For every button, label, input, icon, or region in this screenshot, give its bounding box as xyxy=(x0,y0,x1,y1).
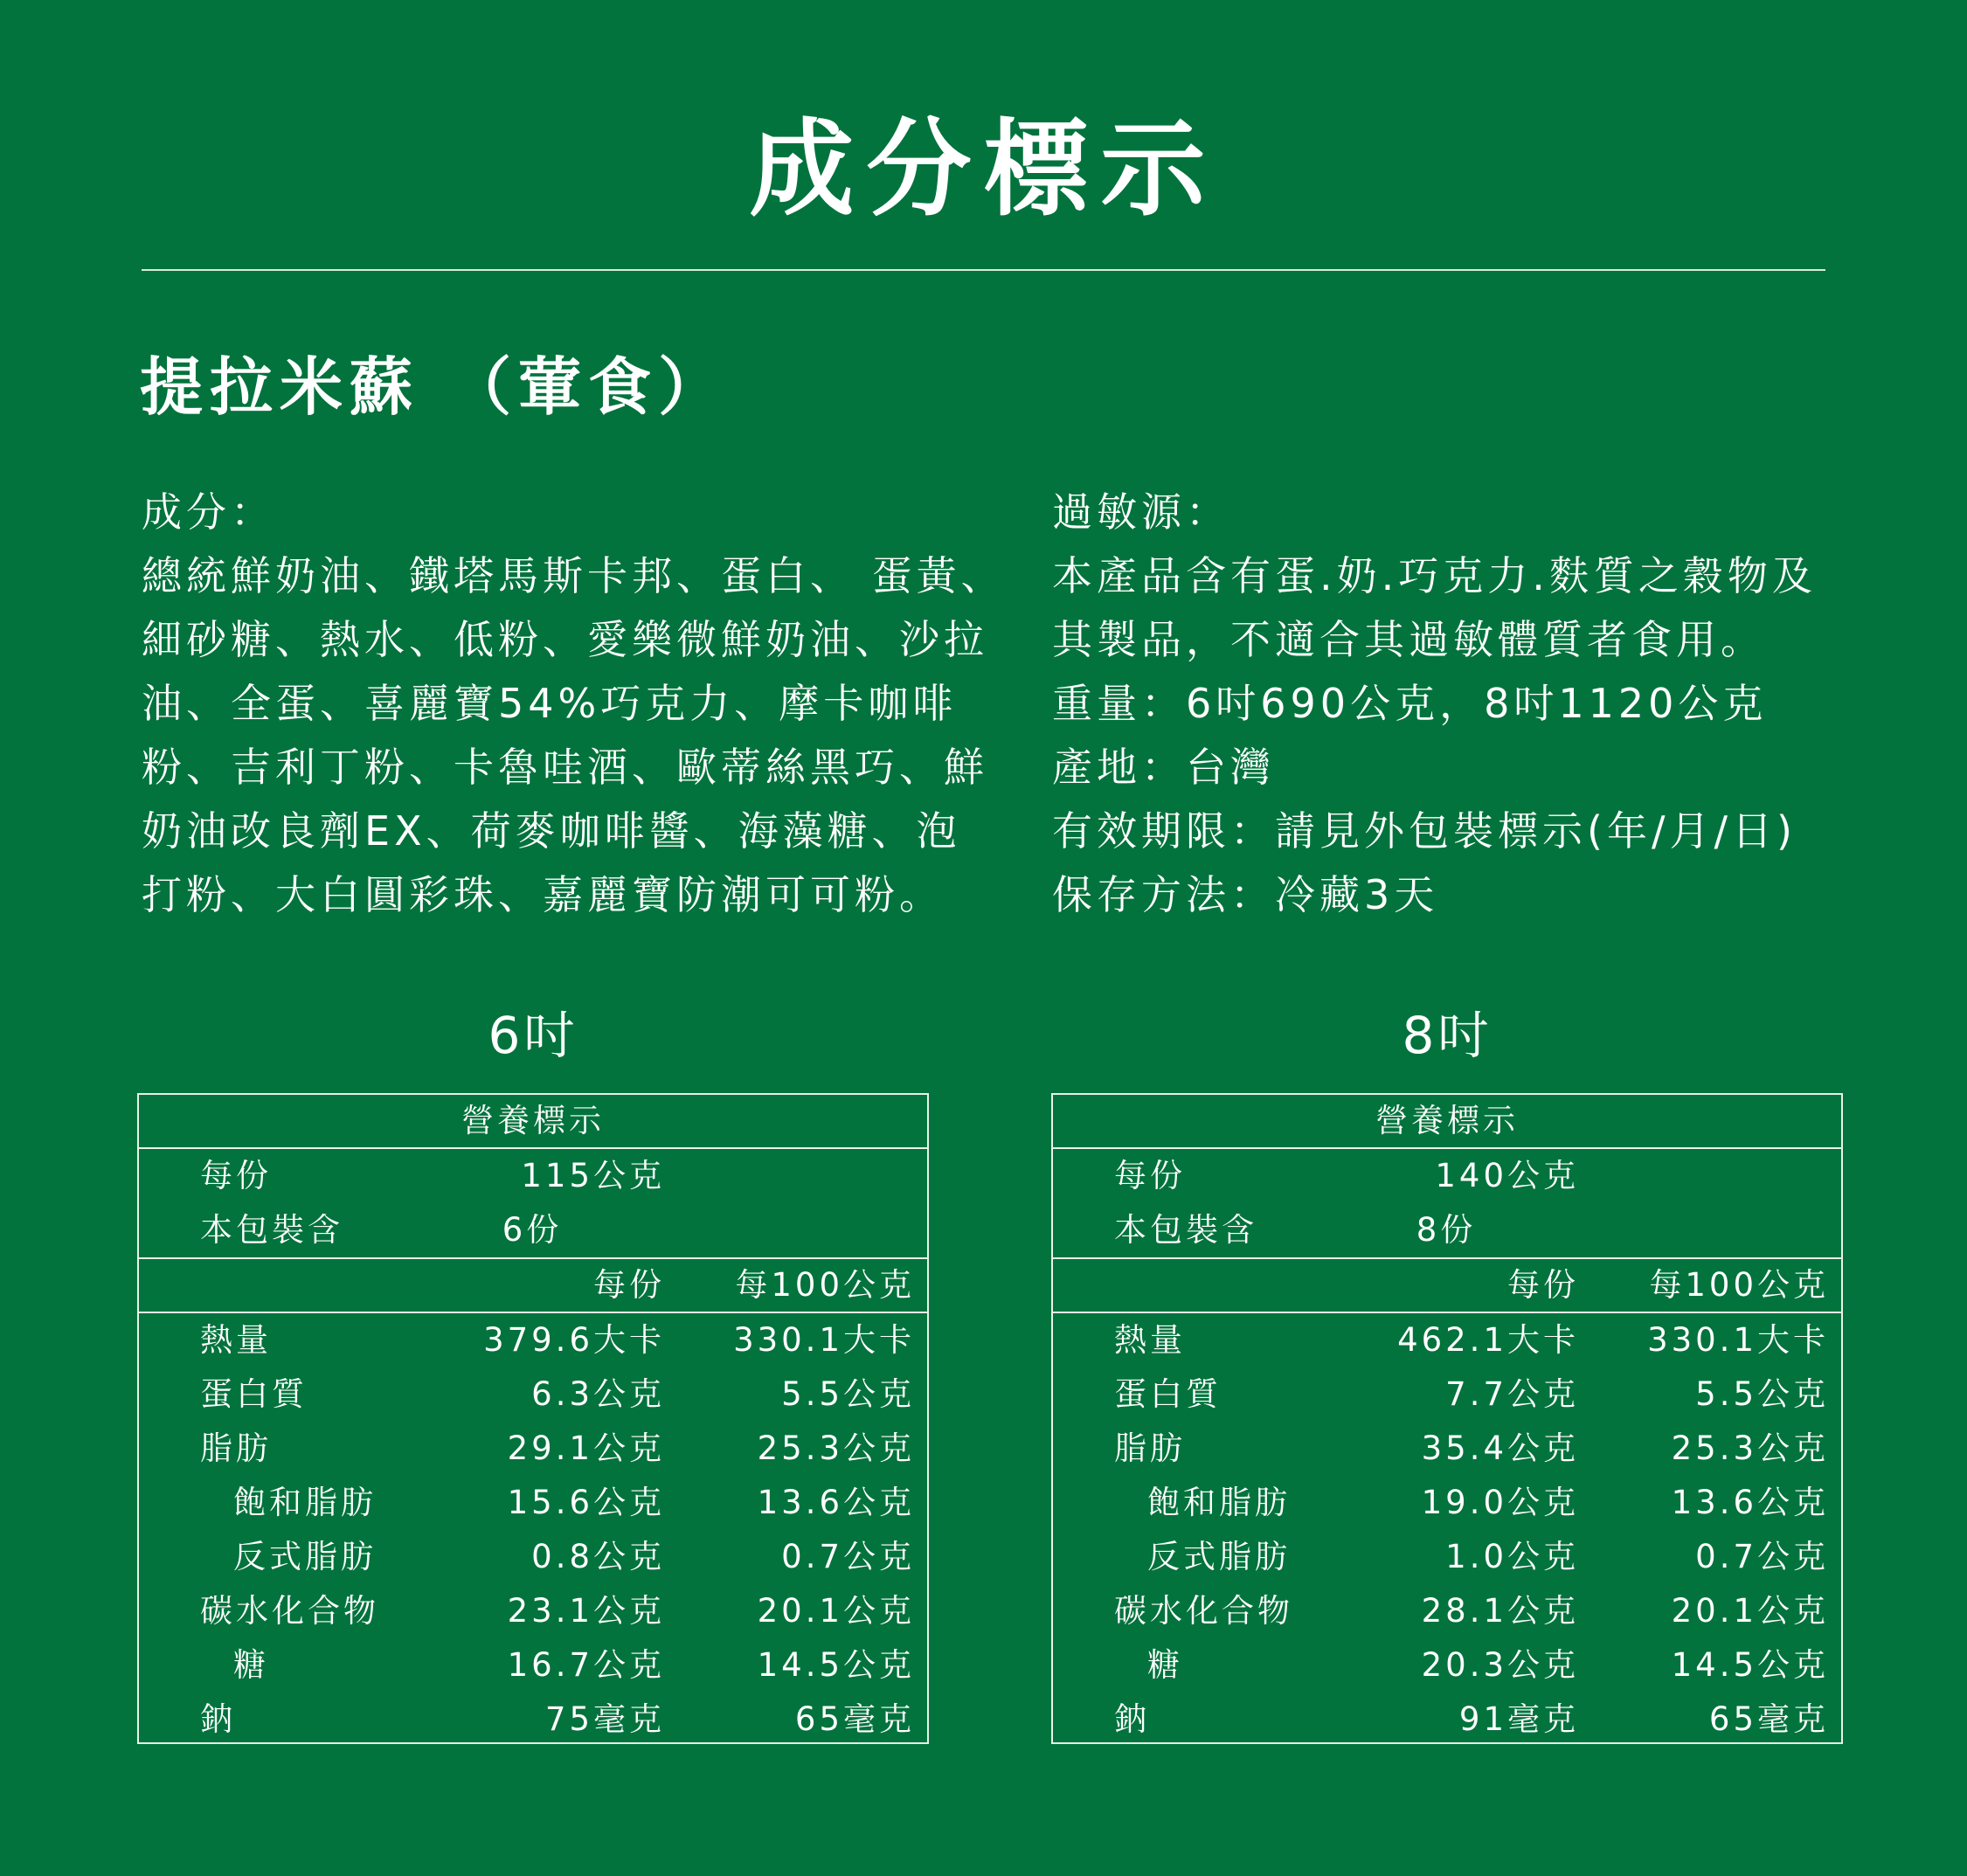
nutrient-per-serving: 28.1公克 xyxy=(1421,1592,1579,1630)
nutrient-label: 飽和脂肪 xyxy=(1147,1484,1291,1521)
nutrient-label: 熱量 xyxy=(200,1321,272,1359)
serving-section xyxy=(139,1149,927,1259)
nutrient-label: 反式脂肪 xyxy=(1147,1538,1291,1575)
table-row xyxy=(1053,1584,1841,1638)
servings-per-package-row xyxy=(139,1203,927,1257)
table-row xyxy=(1053,1530,1841,1584)
table-row xyxy=(139,1367,927,1422)
servings-value: 6份 xyxy=(502,1211,563,1249)
nutrient-label: 鈉 xyxy=(200,1700,236,1738)
size-label-6: 6吋 xyxy=(488,1006,578,1065)
servings-label: 本包裝含 xyxy=(1114,1211,1257,1249)
table-row xyxy=(139,1693,927,1747)
serving-size-value: 140公克 xyxy=(1435,1157,1579,1194)
table-row xyxy=(139,1313,927,1367)
serving-section xyxy=(1053,1149,1841,1259)
column-header-row xyxy=(1053,1259,1841,1312)
nutrient-per-serving: 379.6大卡 xyxy=(483,1321,665,1359)
title-divider xyxy=(142,269,1825,271)
nutrition-table-6 xyxy=(137,1093,929,1744)
nutrient-per-100g: 0.7公克 xyxy=(1695,1538,1829,1575)
ingredients-line: 細砂糖、熱水、低粉、愛樂微鮮奶油、沙拉 xyxy=(142,616,988,663)
nutrients-section xyxy=(139,1313,927,1747)
nutrient-per-serving: 20.3公克 xyxy=(1421,1646,1579,1684)
nutrient-label: 蛋白質 xyxy=(200,1375,308,1413)
nutrient-per-100g: 5.5公克 xyxy=(1695,1375,1829,1413)
allergens-heading: 過敏源： xyxy=(1052,488,1230,536)
table-row xyxy=(139,1638,927,1693)
ingredients-line: 打粉、大白圓彩珠、嘉麗寶防潮可可粉。 xyxy=(142,871,944,918)
nutrient-per-100g: 14.5公克 xyxy=(1671,1646,1829,1684)
servings-per-package-row xyxy=(1053,1203,1841,1257)
weight-line: 重量：6吋690公克，8吋1120公克 xyxy=(1052,680,1768,727)
ingredients-line: 奶油改良劑EX、荷麥咖啡醬、海藻糖、泡 xyxy=(142,807,961,855)
nutrient-per-100g: 65毫克 xyxy=(1708,1700,1829,1738)
table-row xyxy=(1053,1367,1841,1422)
nutrient-label: 熱量 xyxy=(1114,1321,1186,1359)
nutrition-table-title: 營養標示 xyxy=(139,1095,927,1149)
nutrient-per-100g: 20.1公克 xyxy=(1671,1592,1829,1630)
product-name: 提拉米蘇 （葷食） xyxy=(140,350,729,424)
size-label-8: 8吋 xyxy=(1402,1006,1493,1065)
allergens-block xyxy=(1052,481,1873,927)
nutrient-per-serving: 462.1大卡 xyxy=(1397,1321,1579,1359)
nutrient-per-100g: 13.6公克 xyxy=(757,1484,915,1521)
nutrient-label: 糖 xyxy=(233,1646,269,1684)
nutrient-per-100g: 13.6公克 xyxy=(1671,1484,1829,1521)
ingredients-line: 總統鮮奶油、鐵塔馬斯卡邦、蛋白、 蛋黃、 xyxy=(142,552,1006,599)
column-header-section xyxy=(1053,1259,1841,1313)
nutrient-per-serving: 7.7公克 xyxy=(1445,1375,1579,1413)
table-row xyxy=(1053,1422,1841,1476)
nutrients-section xyxy=(1053,1313,1841,1747)
nutrient-per-serving: 19.0公克 xyxy=(1421,1484,1579,1521)
nutrition-table-title: 營養標示 xyxy=(1053,1095,1841,1149)
column-header-row xyxy=(139,1259,927,1312)
col-per-serving: 每份 xyxy=(593,1266,665,1304)
nutrient-per-serving: 15.6公克 xyxy=(507,1484,665,1521)
column-header-section xyxy=(139,1259,927,1313)
storage-line: 保存方法：冷藏3天 xyxy=(1052,871,1439,918)
serving-size-row xyxy=(139,1149,927,1203)
nutrient-per-100g: 25.3公克 xyxy=(757,1429,915,1467)
table-row xyxy=(1053,1638,1841,1693)
nutrient-per-serving: 75毫克 xyxy=(544,1700,665,1738)
nutrient-label: 飽和脂肪 xyxy=(233,1484,377,1521)
nutrition-table-8 xyxy=(1051,1093,1843,1744)
nutrient-per-100g: 330.1大卡 xyxy=(733,1321,915,1359)
page-title: 成分標示 xyxy=(749,109,1218,231)
ingredients-line: 油、全蛋、喜麗寶54%巧克力、摩卡咖啡 xyxy=(142,680,958,727)
origin-line: 產地：台灣 xyxy=(1052,744,1275,791)
serving-size-label: 每份 xyxy=(200,1157,272,1194)
nutrient-per-serving: 0.8公克 xyxy=(531,1538,665,1575)
nutrient-label: 碳水化合物 xyxy=(200,1592,379,1630)
serving-size-value: 115公克 xyxy=(521,1157,665,1194)
col-per-100g: 每100公克 xyxy=(735,1266,915,1304)
allergens-line: 本產品含有蛋.奶.巧克力.麩質之穀物及 xyxy=(1052,552,1817,599)
nutrient-per-100g: 20.1公克 xyxy=(757,1592,915,1630)
table-row xyxy=(139,1530,927,1584)
serving-size-label: 每份 xyxy=(1114,1157,1186,1194)
nutrient-per-100g: 65毫克 xyxy=(794,1700,915,1738)
nutrient-per-serving: 16.7公克 xyxy=(507,1646,665,1684)
table-row xyxy=(1053,1693,1841,1747)
nutrient-label: 蛋白質 xyxy=(1114,1375,1222,1413)
nutrient-label: 脂肪 xyxy=(1114,1429,1186,1467)
nutrient-per-100g: 14.5公克 xyxy=(757,1646,915,1684)
nutrient-label: 脂肪 xyxy=(200,1429,272,1467)
servings-label: 本包裝含 xyxy=(200,1211,343,1249)
nutrient-per-serving: 35.4公克 xyxy=(1421,1429,1579,1467)
table-row xyxy=(1053,1476,1841,1530)
ingredients-line: 粉、吉利丁粉、卡魯哇酒、歐蒂絲黑巧、鮮 xyxy=(142,744,988,791)
nutrient-per-100g: 25.3公克 xyxy=(1671,1429,1829,1467)
nutrient-per-serving: 29.1公克 xyxy=(507,1429,665,1467)
nutrient-per-100g: 330.1大卡 xyxy=(1647,1321,1829,1359)
nutrient-per-100g: 5.5公克 xyxy=(781,1375,915,1413)
nutrient-label: 糖 xyxy=(1147,1646,1183,1684)
col-per-serving: 每份 xyxy=(1507,1266,1579,1304)
nutrient-per-serving: 91毫克 xyxy=(1458,1700,1579,1738)
table-row xyxy=(139,1476,927,1530)
nutrient-per-100g: 0.7公克 xyxy=(781,1538,915,1575)
servings-value: 8份 xyxy=(1416,1211,1477,1249)
table-row xyxy=(139,1422,927,1476)
table-row xyxy=(139,1584,927,1638)
ingredients-heading: 成分： xyxy=(142,488,275,536)
allergens-line: 其製品，不適合其過敏體質者食用。 xyxy=(1052,616,1765,663)
nutrient-per-serving: 23.1公克 xyxy=(507,1592,665,1630)
nutrient-label: 碳水化合物 xyxy=(1114,1592,1293,1630)
table-row xyxy=(1053,1313,1841,1367)
expiry-line: 有效期限：請見外包裝標示(年/月/日) xyxy=(1052,807,1797,855)
nutrient-label: 鈉 xyxy=(1114,1700,1150,1738)
nutrient-per-serving: 6.3公克 xyxy=(531,1375,665,1413)
ingredients-block xyxy=(142,481,1006,927)
serving-size-row xyxy=(1053,1149,1841,1203)
col-per-100g: 每100公克 xyxy=(1649,1266,1829,1304)
nutrient-per-serving: 1.0公克 xyxy=(1445,1538,1579,1575)
nutrient-label: 反式脂肪 xyxy=(233,1538,377,1575)
